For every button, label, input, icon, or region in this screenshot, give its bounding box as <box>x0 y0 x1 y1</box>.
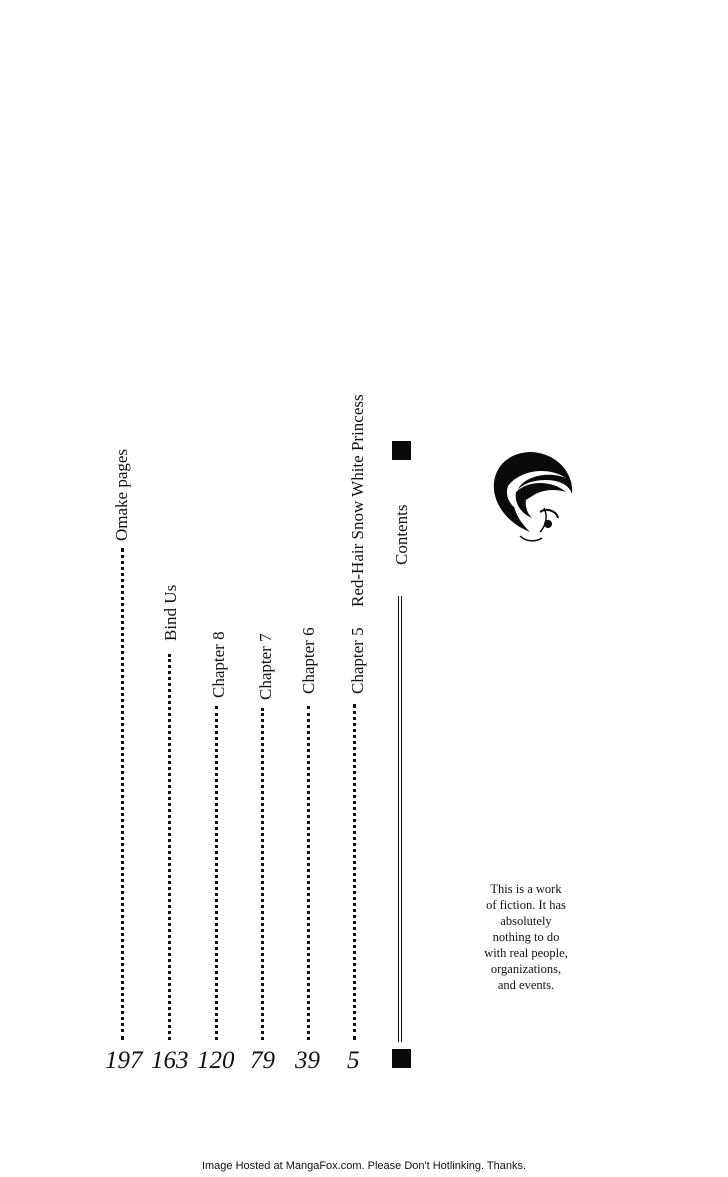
toc-label-bind-us: Bind Us <box>161 584 180 641</box>
toc-page-bind-us: 163 <box>151 1047 189 1074</box>
disclaimer-line: and events. <box>497 978 555 992</box>
series-title: Red-Hair Snow White Princess <box>348 394 367 607</box>
toc-leader-chapter-7 <box>261 708 264 1040</box>
toc-page-chapter-6: 39 <box>295 1047 320 1074</box>
toc-label-chapter-7: Chapter 7 <box>256 633 275 700</box>
toc-page-chapter-5: 5 <box>347 1047 360 1074</box>
bottom-marker-icon <box>392 1049 411 1068</box>
toc-leader-chapter-5 <box>353 704 356 1040</box>
toc-leader-omake-pages <box>121 548 124 1040</box>
toc-label-chapter-6: Chapter 6 <box>299 627 318 694</box>
hosting-footer: Image Hosted at MangaFox.com. Please Don't Hotlinking. Thanks. <box>201 1160 527 1172</box>
top-marker-icon <box>392 441 411 460</box>
contents-divider <box>398 596 402 1042</box>
disclaimer-line: with real people, <box>484 946 568 960</box>
disclaimer-line: This is a work <box>490 882 562 896</box>
toc-label-chapter-5: Chapter 5 <box>348 627 367 694</box>
toc-leader-chapter-6 <box>307 706 310 1040</box>
toc-leader-bind-us <box>168 654 171 1040</box>
disclaimer-line: of fiction. It has <box>486 898 566 912</box>
toc-page-omake-pages: 197 <box>105 1047 143 1074</box>
toc-page-chapter-7: 79 <box>250 1047 275 1074</box>
toc-leader-chapter-8 <box>215 706 218 1040</box>
disclaimer-line: organizations, <box>490 962 562 976</box>
disclaimer-line: nothing to do <box>492 930 560 944</box>
toc-label-chapter-8: Chapter 8 <box>209 631 228 698</box>
toc-page-chapter-8: 120 <box>197 1047 235 1074</box>
swirl-logo-icon <box>486 446 578 546</box>
toc-label-omake-pages: Omake pages <box>112 448 131 541</box>
contents-heading: Contents <box>392 504 411 565</box>
fiction-disclaimer <box>466 881 586 993</box>
disclaimer-line: absolutely <box>500 914 552 928</box>
